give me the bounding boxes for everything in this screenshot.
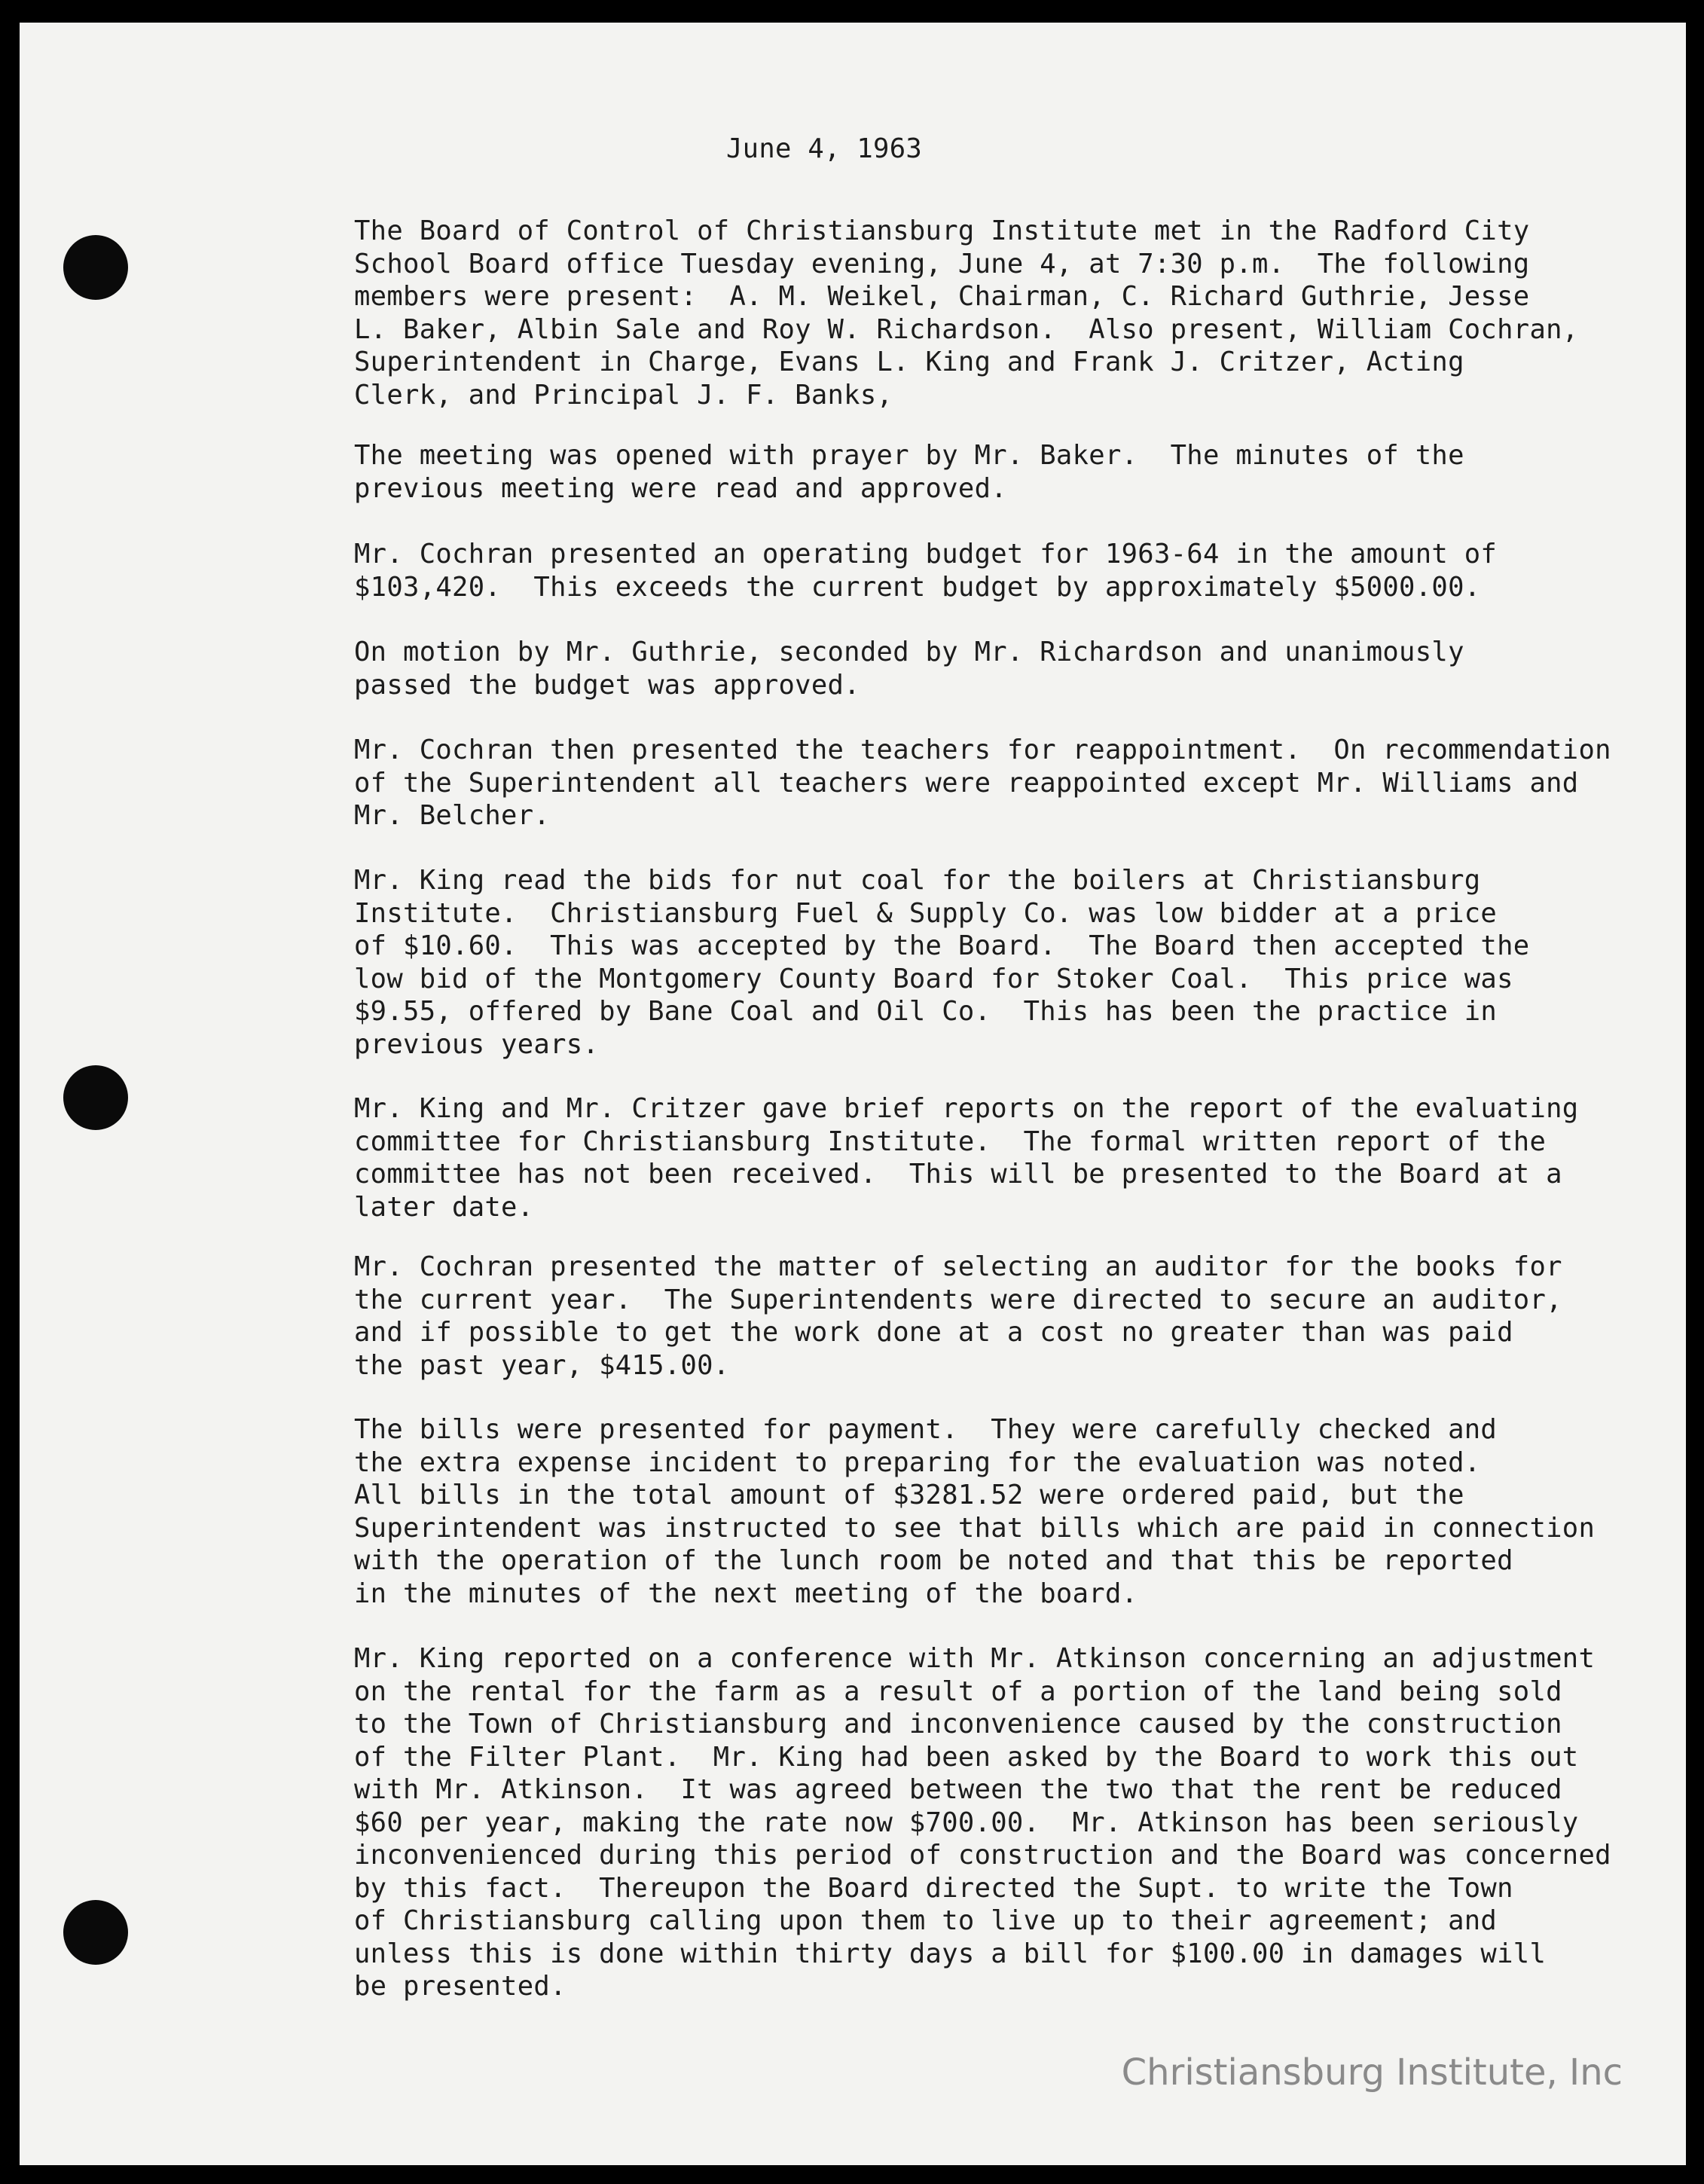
paragraph-attendance: The Board of Control of Christiansburg Institute met in the Radford City School Board office Tuesday evening, June 4, at 7:30 p.m. The following members were present: A. M. Weikel, Chairman, C. Richard Guthrie, Jesse L. Baker, Albin Sale and Roy W. Richardson. Also present, William Cochran, Superintendent in Charge, Evans L. King and Frank J. Critzer, Acting Clerk, and Principal J. F. Banks, xyxy=(354,215,1579,411)
watermark-text: Christiansburg Institute, Inc xyxy=(1121,2051,1623,2094)
paragraph-opening: The meeting was opened with prayer by Mr. Baker. The minutes of the previous meeting were read and approved. xyxy=(354,440,1464,504)
paragraph-coal-bids: Mr. King read the bids for nut coal for the boilers at Christiansburg Institute. Christiansburg Fuel & Supply Co. was low bidder at a price of $10.60. This was accepted by the Board. The Board then accepted the low bid of the Montgomery County Board for Stoker Coal. This price was $9.55, offered by Bane Coal and Oil Co. This has been the practice in previous years. xyxy=(354,865,1530,1060)
binder-hole-top xyxy=(63,235,128,300)
binder-hole-bottom xyxy=(63,1900,128,1965)
document-page xyxy=(20,23,1686,2165)
paragraph-bills: The bills were presented for payment. They were carefully checked and the extra expense incident to preparing for the evaluation was noted. All bills in the total amount of $3281.52 were ordered paid, but the Superintendent was instructed to see that bills which are paid in connection with the operation of the lunch room be noted and that this be reported in the minutes of the next meeting of the board. xyxy=(354,1414,1596,1609)
paragraph-budget-approved: On motion by Mr. Guthrie, seconded by Mr. Richardson and unanimously passed the budget was approved. xyxy=(354,637,1464,701)
document-date: June 4, 1963 xyxy=(726,133,923,164)
paragraph-evaluation-report: Mr. King and Mr. Critzer gave brief reports on the report of the evaluating committee for Christiansburg Institute. The formal written report of the committee has not been received. This will be presented to the Board at a later date. xyxy=(354,1093,1579,1223)
paragraph-auditor: Mr. Cochran presented the matter of selecting an auditor for the books for the current year. The Superintendents were directed to secure an auditor, and if possible to get the work done at a cost no greater than was paid the past year, $415.00. xyxy=(354,1251,1562,1381)
paragraph-farm-rental: Mr. King reported on a conference with Mr. Atkinson concerning an adjustment on the rental for the farm as a result of a portion of the land being sold to the Town of Christiansburg and inconvenience caused by the construction of the Filter Plant. Mr. King had been asked by the Board to work this out with Mr. Atkinson. It was agreed between the two that the rent be reduced $60 per year, making the rate now $700.00. Mr. Atkinson has been seriously inconvenienced during this period of construction and the Board was concerned by this fact. Thereupon the Board directed the Supt. to write the Town of Christiansburg calling upon them to live up to their agreement; and unless this is done within thirty days a bill for $100.00 in damages will be presented. xyxy=(354,1643,1611,2002)
paragraph-budget-presented: Mr. Cochran presented an operating budget for 1963-64 in the amount of $103,420. This exceeds the current budget by approximately $5000.00. xyxy=(354,539,1498,603)
paragraph-teacher-reappointment: Mr. Cochran then presented the teachers for reappointment. On recommendation of the Superintendent all teachers were reappointed except Mr. Williams and Mr. Belcher. xyxy=(354,735,1611,831)
binder-hole-middle xyxy=(63,1065,128,1130)
